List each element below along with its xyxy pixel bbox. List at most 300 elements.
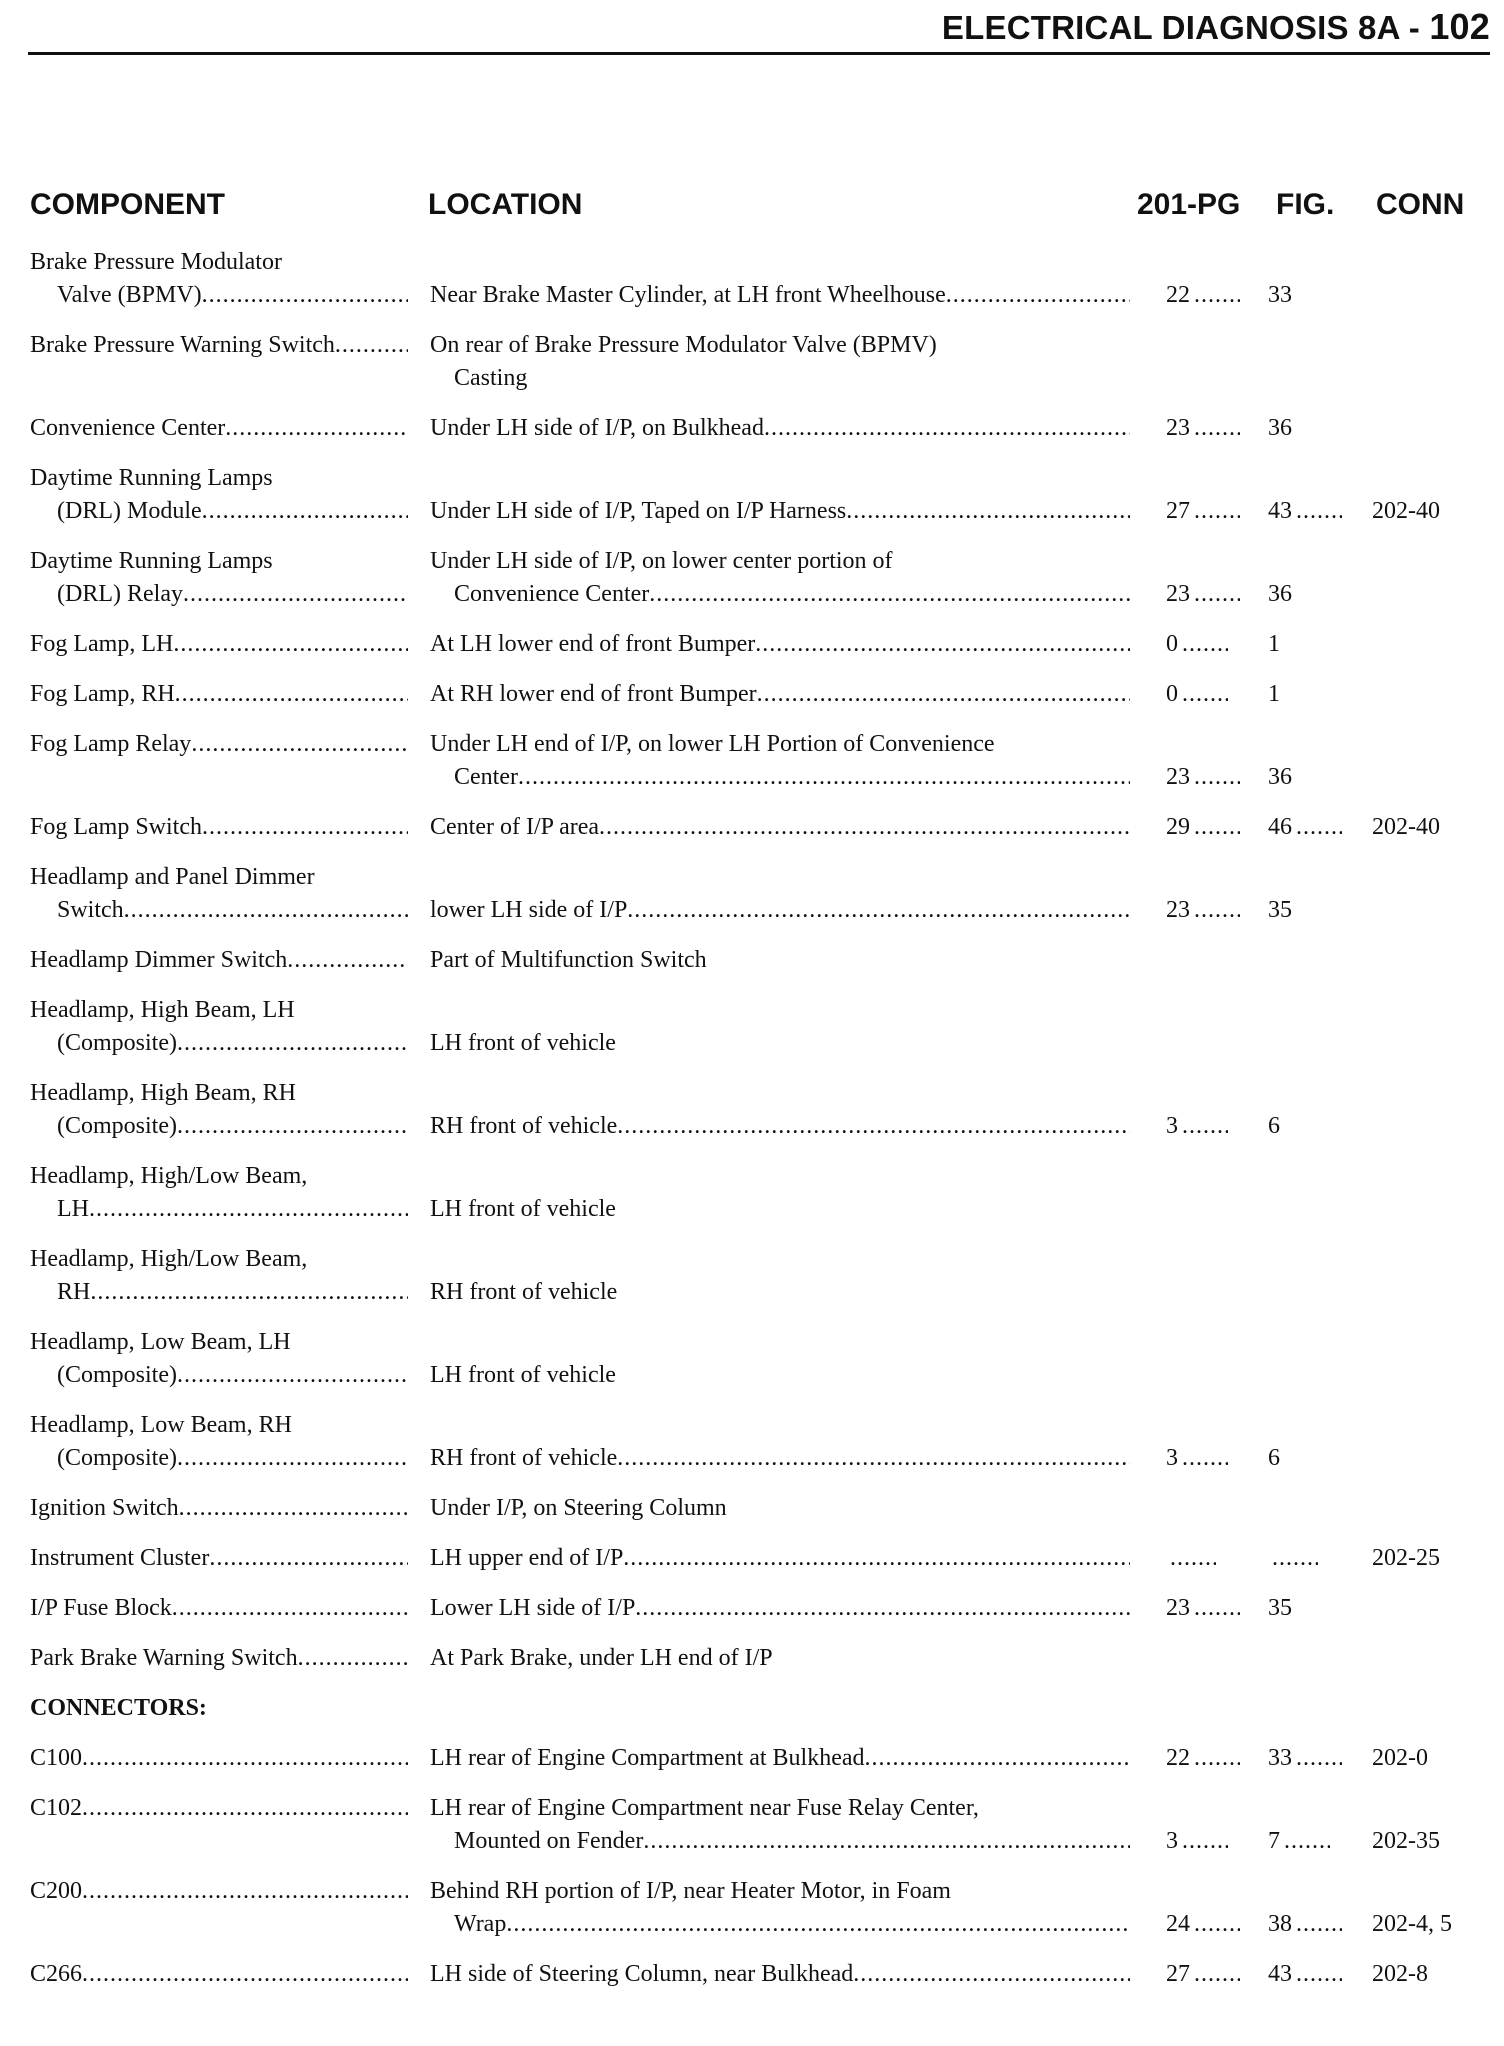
leader-dots (1170, 1542, 1216, 1575)
heading-location: LOCATION (428, 188, 583, 221)
location-spacer (430, 1160, 1130, 1193)
connectors-heading: CONNECTORS: (30, 1695, 207, 1721)
fig-value: 7 (1268, 1828, 1280, 1854)
location-spacer (430, 462, 1130, 495)
conn-value: 202-8 (1372, 1961, 1428, 1987)
component-text: Ignition Switch (30, 1495, 179, 1521)
leader-dots (177, 1445, 408, 1471)
location-line (430, 811, 1130, 844)
leader-dots (506, 1911, 1130, 1937)
page-number: 102 (1429, 6, 1490, 47)
leader-dots (225, 415, 408, 441)
component-line (30, 495, 408, 528)
leader-dots (202, 282, 408, 308)
component-text: (DRL) Module (57, 498, 202, 524)
component-line (30, 578, 408, 611)
conn-value: 202-40 (1372, 814, 1440, 840)
page-title (942, 6, 1490, 48)
leader-dots (179, 1495, 408, 1521)
component-line (30, 412, 408, 445)
page-cell (1166, 811, 1266, 844)
location-text: LH front of vehicle (430, 1362, 616, 1388)
component-cell (30, 811, 408, 844)
page-title-text: ELECTRICAL DIAGNOSIS 8A - (941, 9, 1430, 46)
component-line (30, 1742, 408, 1775)
location-text: Under LH side of I/P, on Bulkhead (430, 415, 764, 441)
component-text: Headlamp and Panel Dimmer (30, 864, 315, 890)
location-line (430, 1542, 1130, 1575)
location-text: LH side of Steering Column, near Bulkhead (430, 1961, 854, 1987)
component-cell (30, 1875, 408, 1908)
location-spacer (430, 1326, 1130, 1359)
location-line (430, 728, 1130, 761)
component-line (30, 1875, 408, 1908)
table-row (0, 1077, 1504, 1143)
component-cell (30, 944, 408, 977)
component-line (30, 279, 408, 312)
leader-dots (173, 631, 408, 657)
component-cell (30, 246, 408, 312)
component-cell (30, 1409, 408, 1475)
leader-dots (90, 1279, 408, 1305)
location-cell (430, 678, 1130, 711)
component-cell (30, 1958, 408, 1991)
component-cell (30, 329, 408, 362)
leader-dots (202, 814, 408, 840)
component-line (30, 894, 408, 927)
location-cell (430, 1326, 1130, 1392)
location-cell (430, 1409, 1130, 1475)
location-text: On rear of Brake Pressure Modulator Valve (BPMV) (430, 332, 937, 358)
location-text: Convenience Center (454, 581, 650, 607)
table-row (0, 412, 1504, 445)
location-line (430, 329, 1130, 362)
location-text: Wrap (454, 1911, 507, 1937)
location-cell (430, 1542, 1130, 1575)
table-row (0, 329, 1504, 395)
component-text: Valve (BPMV) (57, 282, 202, 308)
leader-dots (1194, 1592, 1240, 1625)
component-cell (30, 1492, 408, 1525)
component-text: RH (57, 1279, 91, 1305)
page-cell (1166, 1592, 1266, 1625)
location-spacer (430, 1409, 1130, 1442)
column-headings (0, 188, 1504, 232)
fig-value: 1 (1268, 681, 1280, 707)
location-spacer (430, 1243, 1130, 1276)
fig-cell (1268, 1908, 1364, 1941)
component-text: Instrument Cluster (30, 1545, 210, 1571)
location-text: LH upper end of I/P (430, 1545, 624, 1571)
leader-dots (1194, 495, 1240, 528)
location-cell (430, 728, 1130, 794)
page-cell (1166, 678, 1266, 711)
location-line (430, 1027, 1130, 1060)
location-text: lower LH side of I/P (430, 897, 628, 923)
conn-value: 202-0 (1372, 1745, 1428, 1771)
leader-dots (1296, 1958, 1342, 1991)
fig-cell (1268, 1592, 1364, 1625)
location-cell (430, 1160, 1130, 1226)
location-cell (430, 994, 1130, 1060)
fig-value: 35 (1268, 1595, 1292, 1621)
component-line (30, 1492, 408, 1525)
location-spacer (430, 861, 1130, 894)
table-row (0, 1642, 1504, 1675)
page-value: 23 (1166, 581, 1190, 607)
component-line (30, 1077, 408, 1110)
component-cell (30, 1792, 408, 1825)
table-row (0, 628, 1504, 661)
conn-value: 202-35 (1372, 1828, 1440, 1854)
location-line (430, 1908, 1130, 1941)
leader-dots (1194, 761, 1240, 794)
leader-dots (946, 282, 1130, 308)
component-text: C102 (30, 1795, 83, 1821)
location-cell (430, 246, 1130, 312)
page-value: 23 (1166, 1595, 1190, 1621)
page-cell (1166, 1958, 1266, 1991)
leader-dots (202, 498, 408, 524)
component-location-table (0, 246, 1504, 2008)
component-text: LH (57, 1196, 89, 1222)
table-row (0, 545, 1504, 611)
leader-dots (287, 947, 408, 973)
connector-row (0, 1875, 1504, 1941)
location-line (430, 1742, 1130, 1775)
component-text: Daytime Running Lamps (30, 548, 273, 574)
leader-dots (1272, 1542, 1318, 1575)
component-text: Convenience Center (30, 415, 226, 441)
component-cell (30, 1542, 408, 1575)
fig-value: 35 (1268, 897, 1292, 923)
fig-value: 43 (1268, 498, 1292, 524)
fig-value: 6 (1268, 1445, 1280, 1471)
leader-dots (298, 1645, 408, 1671)
component-line (30, 1409, 408, 1442)
leader-dots (1296, 811, 1342, 844)
leader-dots (1182, 678, 1228, 711)
leader-dots (1296, 495, 1342, 528)
location-text: Under LH end of I/P, on lower LH Portion of Convenience (430, 731, 995, 757)
component-text: Fog Lamp, RH (30, 681, 175, 707)
component-line (30, 1642, 408, 1675)
leader-dots (623, 1545, 1130, 1571)
page-value: 27 (1166, 498, 1190, 524)
location-line (430, 1110, 1130, 1143)
location-text: At RH lower end of front Bumper (430, 681, 757, 707)
page-value: 3 (1166, 1113, 1178, 1139)
location-line (430, 578, 1130, 611)
fig-value: 36 (1268, 764, 1292, 790)
location-text: LH rear of Engine Compartment near Fuse Relay Center, (430, 1795, 979, 1821)
component-line (30, 1792, 408, 1825)
leader-dots (617, 1113, 1130, 1139)
page-cell (1166, 894, 1266, 927)
conn-value: 202-40 (1372, 498, 1440, 524)
location-line (430, 1442, 1130, 1475)
leader-dots (89, 1196, 408, 1222)
component-cell (30, 728, 408, 761)
component-text: Headlamp, High Beam, LH (30, 997, 295, 1023)
leader-dots (177, 1113, 408, 1139)
component-text: Fog Lamp Relay (30, 731, 192, 757)
location-text: Mounted on Fender (454, 1828, 644, 1854)
component-text: C266 (30, 1961, 83, 1987)
component-line (30, 1110, 408, 1143)
location-cell (430, 1642, 1130, 1675)
location-text: Behind RH portion of I/P, near Heater Motor, in Foam (430, 1878, 951, 1904)
leader-dots (1194, 578, 1240, 611)
component-text: Park Brake Warning Switch (30, 1645, 298, 1671)
component-cell (30, 628, 408, 661)
location-text: Part of Multifunction Switch (430, 947, 707, 973)
component-text: Daytime Running Lamps (30, 465, 273, 491)
conn-value: 202-25 (1372, 1545, 1440, 1571)
location-line (430, 944, 1130, 977)
location-line (430, 678, 1130, 711)
location-line (430, 412, 1130, 445)
component-text: (Composite) (57, 1113, 177, 1139)
fig-value: 36 (1268, 415, 1292, 441)
leader-dots (757, 681, 1130, 707)
location-line (430, 1592, 1130, 1625)
page-value: 3 (1166, 1828, 1178, 1854)
component-line (30, 545, 408, 578)
page-cell (1166, 1908, 1266, 1941)
location-cell (430, 1958, 1130, 1991)
leader-dots (865, 1745, 1130, 1771)
component-line (30, 246, 408, 279)
location-cell (430, 1742, 1130, 1775)
fig-cell (1268, 1110, 1364, 1143)
component-text: Fog Lamp, LH (30, 631, 174, 657)
fig-value: 36 (1268, 581, 1292, 607)
component-cell (30, 1742, 408, 1775)
fig-value: 46 (1268, 814, 1292, 840)
leader-dots (1194, 894, 1240, 927)
component-line (30, 1027, 408, 1060)
component-text: (Composite) (57, 1030, 177, 1056)
location-text: Center of I/P area (430, 814, 600, 840)
table-row (0, 462, 1504, 528)
location-spacer (430, 994, 1130, 1027)
leader-dots (1296, 1908, 1342, 1941)
leader-dots (599, 814, 1130, 840)
component-line (30, 811, 408, 844)
table-row (0, 1492, 1504, 1525)
location-cell (430, 462, 1130, 528)
component-text: Headlamp, Low Beam, LH (30, 1329, 291, 1355)
heading-conn: CONN (1376, 188, 1465, 221)
location-text: At LH lower end of front Bumper (430, 631, 756, 657)
fig-cell (1268, 1825, 1364, 1858)
leader-dots (335, 332, 408, 358)
conn-value: 202-4, 5 (1372, 1911, 1452, 1937)
location-line (430, 1642, 1130, 1675)
connector-row (0, 1792, 1504, 1858)
location-line (430, 1276, 1130, 1309)
location-line (430, 894, 1130, 927)
component-cell (30, 1326, 408, 1392)
page-header (28, 4, 1490, 55)
table-row (0, 678, 1504, 711)
page-cell (1166, 761, 1266, 794)
component-line (30, 628, 408, 661)
component-cell (30, 1243, 408, 1309)
table-row (0, 1542, 1504, 1575)
page-value: 29 (1166, 814, 1190, 840)
leader-dots (82, 1795, 408, 1821)
table-row (0, 1160, 1504, 1226)
leader-dots (175, 681, 408, 707)
location-cell (430, 1792, 1130, 1858)
page-cell (1166, 412, 1266, 445)
component-line (30, 462, 408, 495)
fig-value: 38 (1268, 1911, 1292, 1937)
location-line (430, 1193, 1130, 1226)
leader-dots (1194, 811, 1240, 844)
leader-dots (755, 631, 1130, 657)
fig-value: 1 (1268, 631, 1280, 657)
leader-dots (1284, 1825, 1330, 1858)
leader-dots (209, 1545, 408, 1571)
page-cell (1166, 1825, 1266, 1858)
component-line (30, 1243, 408, 1276)
fig-cell (1268, 811, 1364, 844)
component-line (30, 678, 408, 711)
location-line (430, 1492, 1130, 1525)
component-line (30, 1359, 408, 1392)
component-line (30, 1193, 408, 1226)
location-text: Center (454, 764, 518, 790)
page-cell (1166, 578, 1266, 611)
component-line (30, 1542, 408, 1575)
component-cell (30, 994, 408, 1060)
page-value: 24 (1166, 1911, 1190, 1937)
component-line (30, 1160, 408, 1193)
heading-page: 201-PG (1137, 188, 1241, 221)
location-line (430, 1825, 1130, 1858)
leader-dots (1194, 279, 1240, 312)
page-value: 23 (1166, 897, 1190, 923)
component-line (30, 994, 408, 1027)
fig-value: 33 (1268, 1745, 1292, 1771)
component-text: I/P Fuse Block (30, 1595, 172, 1621)
table-row (0, 944, 1504, 977)
leader-dots (627, 897, 1130, 923)
component-text: Fog Lamp Switch (30, 814, 202, 840)
heading-component: COMPONENT (30, 188, 225, 221)
location-spacer (430, 246, 1130, 279)
location-line (430, 495, 1130, 528)
location-line (430, 362, 1130, 395)
component-text: C100 (30, 1745, 83, 1771)
page-value: 23 (1166, 415, 1190, 441)
location-line (430, 279, 1130, 312)
location-line (430, 628, 1130, 661)
location-cell (430, 811, 1130, 844)
component-text: Headlamp, High/Low Beam, (30, 1246, 308, 1272)
leader-dots (1182, 1442, 1228, 1475)
location-cell (430, 412, 1130, 445)
table-row (0, 1592, 1504, 1625)
table-row (0, 1243, 1504, 1309)
table-row (0, 994, 1504, 1060)
fig-cell (1268, 1542, 1364, 1575)
location-line (430, 1359, 1130, 1392)
component-line (30, 1958, 408, 1991)
location-text: RH front of vehicle (430, 1445, 618, 1471)
component-text: (Composite) (57, 1362, 177, 1388)
page-cell (1166, 1110, 1266, 1143)
page-value: 27 (1166, 1961, 1190, 1987)
location-cell (430, 329, 1130, 395)
component-line (30, 1442, 408, 1475)
component-text: Switch (57, 897, 124, 923)
location-text: LH front of vehicle (430, 1030, 616, 1056)
fig-cell (1268, 412, 1364, 445)
leader-dots (177, 1362, 408, 1388)
leader-dots (124, 897, 408, 923)
component-line (30, 861, 408, 894)
fig-cell (1268, 279, 1364, 312)
fig-value: 6 (1268, 1113, 1280, 1139)
component-text: (DRL) Relay (57, 581, 183, 607)
component-line (30, 728, 408, 761)
location-text: Under LH side of I/P, on lower center portion of (430, 548, 893, 574)
leader-dots (853, 1961, 1130, 1987)
component-cell (30, 1642, 408, 1675)
fig-cell (1268, 761, 1364, 794)
page-cell (1166, 1742, 1266, 1775)
leader-dots (635, 1595, 1130, 1621)
page-value: 0 (1166, 631, 1178, 657)
leader-dots (1194, 1908, 1240, 1941)
component-cell (30, 1592, 408, 1625)
location-text: LH rear of Engine Compartment at Bulkhead (430, 1745, 865, 1771)
location-text: Lower LH side of I/P (430, 1595, 636, 1621)
fig-cell (1268, 1742, 1364, 1775)
component-text: Headlamp, Low Beam, RH (30, 1412, 292, 1438)
page-cell (1166, 1542, 1266, 1575)
location-cell (430, 944, 1130, 977)
leader-dots (82, 1878, 408, 1904)
location-text: At Park Brake, under LH end of I/P (430, 1645, 773, 1671)
fig-cell (1268, 678, 1364, 711)
fig-cell (1268, 578, 1364, 611)
leader-dots (643, 1828, 1130, 1854)
page-cell (1166, 279, 1266, 312)
leader-dots (764, 415, 1130, 441)
table-row (0, 861, 1504, 927)
location-text: Near Brake Master Cylinder, at LH front Wheelhouse (430, 282, 946, 308)
component-line (30, 329, 408, 362)
location-spacer (430, 1077, 1130, 1110)
location-text: LH front of vehicle (430, 1196, 616, 1222)
component-line (30, 1326, 408, 1359)
table-row (0, 728, 1504, 794)
leader-dots (1182, 1825, 1228, 1858)
leader-dots (518, 764, 1130, 790)
leader-dots (82, 1961, 408, 1987)
fig-cell (1268, 628, 1364, 661)
location-line (430, 545, 1130, 578)
location-cell (430, 861, 1130, 927)
heading-fig: FIG. (1276, 188, 1335, 221)
leader-dots (172, 1595, 408, 1621)
location-line (430, 1958, 1130, 1991)
